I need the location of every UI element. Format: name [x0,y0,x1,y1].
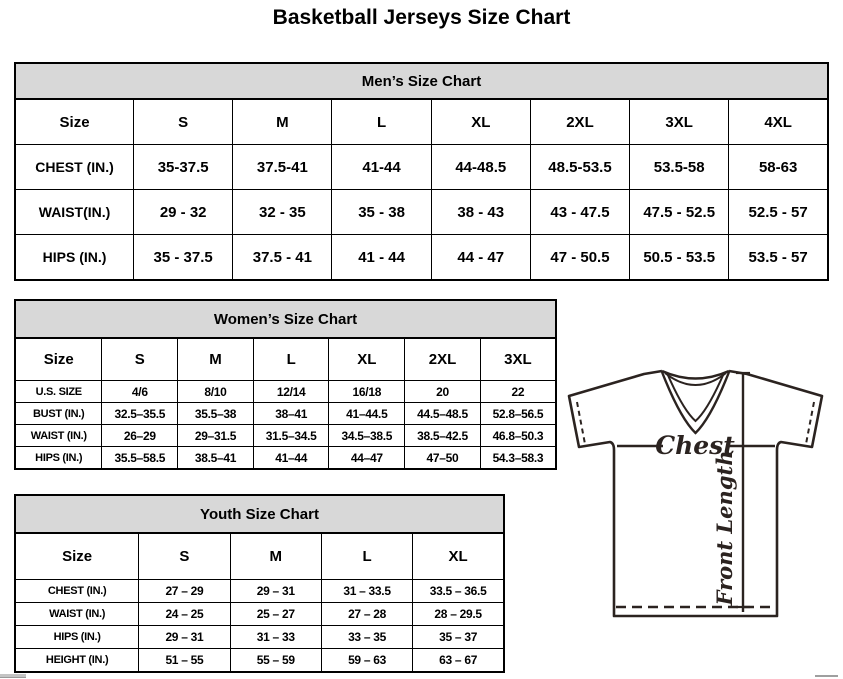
front-length-label: Front Length [712,450,737,606]
womens-table [14,337,557,470]
womens-value-cell: 54.3–58.3 [480,447,556,470]
womens-table-title: Women’s Size Chart [14,299,557,337]
mens-value-cell: 41 - 44 [332,235,431,281]
youth-value-cell: 63 – 67 [413,649,504,673]
womens-value-cell: 12/14 [253,381,329,403]
womens-value-cell: 47–50 [405,447,481,470]
womens-header-cell-2xl: 2XL [405,338,481,381]
womens-header-row [15,338,556,381]
womens-value-cell: 38.5–42.5 [405,425,481,447]
mens-value-cell: 35 - 38 [332,190,431,235]
mens-value-cell: 44-48.5 [431,145,530,190]
mens-measurement-row [15,190,828,235]
womens-row-label: BUST (IN.) [15,403,102,425]
youth-value-cell: 31 – 33.5 [321,580,412,603]
womens-measurement-row [15,447,556,470]
chest-label: Chest [655,431,735,460]
womens-value-cell: 20 [405,381,481,403]
womens-measurement-row [15,403,556,425]
womens-value-cell: 52.8–56.5 [480,403,556,425]
youth-value-cell: 31 – 33 [230,626,321,649]
jersey-outline-drawing [556,360,843,625]
womens-value-cell: 35.5–58.5 [102,447,178,470]
youth-value-cell: 25 – 27 [230,603,321,626]
page-title: Basketball Jerseys Size Chart [272,6,571,29]
mens-value-cell: 50.5 - 53.5 [630,235,729,281]
youth-value-cell: 33 – 35 [321,626,412,649]
horizontal-scrollbar-fragment-right[interactable] [815,675,838,677]
mens-header-cell-xl: XL [431,99,530,145]
youth-value-cell: 59 – 63 [321,649,412,673]
mens-value-cell: 32 - 35 [233,190,332,235]
mens-header-cell-3xl: 3XL [630,99,729,145]
youth-size-chart-table [14,494,505,673]
youth-value-cell: 55 – 59 [230,649,321,673]
mens-size-chart-table [14,62,829,281]
mens-value-cell: 52.5 - 57 [729,190,828,235]
youth-measurement-row [15,626,504,649]
mens-header-cell-s: S [134,99,233,145]
youth-value-cell: 33.5 – 36.5 [413,580,504,603]
womens-header-cell-m: M [178,338,254,381]
womens-value-cell: 44.5–48.5 [405,403,481,425]
womens-value-cell: 26–29 [102,425,178,447]
womens-value-cell: 22 [480,381,556,403]
womens-row-label: HIPS (IN.) [15,447,102,470]
youth-value-cell: 24 – 25 [139,603,230,626]
womens-measurement-row [15,381,556,403]
youth-value-cell: 28 – 29.5 [413,603,504,626]
horizontal-scrollbar-fragment-left[interactable] [0,674,26,678]
mens-header-cell-l: L [332,99,431,145]
womens-value-cell: 35.5–38 [178,403,254,425]
youth-measurement-row [15,603,504,626]
womens-row-label: U.S. SIZE [15,381,102,403]
womens-header-cell-s: S [102,338,178,381]
mens-value-cell: 35 - 37.5 [134,235,233,281]
youth-row-label: HIPS (IN.) [15,626,139,649]
womens-value-cell: 16/18 [329,381,405,403]
youth-table [14,532,505,673]
womens-value-cell: 41–44.5 [329,403,405,425]
womens-value-cell: 38.5–41 [178,447,254,470]
mens-value-cell: 37.5 - 41 [233,235,332,281]
mens-value-cell: 37.5-41 [233,145,332,190]
youth-table-title: Youth Size Chart [14,494,505,532]
mens-table-title: Men’s Size Chart [14,62,829,98]
collar-v-outer [662,372,729,433]
womens-value-cell: 31.5–34.5 [253,425,329,447]
womens-header-cell-xl: XL [329,338,405,381]
mens-header-cell-4xl: 4XL [729,99,828,145]
womens-size-chart-table [14,299,557,470]
womens-header-cell-l: L [253,338,329,381]
mens-value-cell: 35-37.5 [134,145,233,190]
womens-value-cell: 44–47 [329,447,405,470]
womens-header-cell-size: Size [15,338,102,381]
youth-header-row [15,533,504,580]
youth-row-label: WAIST (IN.) [15,603,139,626]
womens-value-cell: 46.8–50.3 [480,425,556,447]
womens-value-cell: 32.5–35.5 [102,403,178,425]
mens-row-label: WAIST(IN.) [15,190,134,235]
womens-value-cell: 38–41 [253,403,329,425]
mens-value-cell: 47.5 - 52.5 [630,190,729,235]
mens-header-cell-m: M [233,99,332,145]
womens-value-cell: 8/10 [178,381,254,403]
youth-header-cell-m: M [230,533,321,580]
youth-value-cell: 27 – 29 [139,580,230,603]
youth-row-label: HEIGHT (IN.) [15,649,139,673]
mens-value-cell: 43 - 47.5 [530,190,629,235]
youth-header-cell-s: S [139,533,230,580]
youth-header-cell-size: Size [15,533,139,580]
mens-header-row [15,99,828,145]
womens-row-label: WAIST (IN.) [15,425,102,447]
mens-value-cell: 29 - 32 [134,190,233,235]
womens-measurement-row [15,425,556,447]
youth-header-cell-xl: XL [413,533,504,580]
youth-row-label: CHEST (IN.) [15,580,139,603]
mens-value-cell: 44 - 47 [431,235,530,281]
womens-value-cell: 34.5–38.5 [329,425,405,447]
jersey-body-outline [569,371,822,616]
mens-value-cell: 41-44 [332,145,431,190]
mens-table [14,98,829,281]
youth-value-cell: 29 – 31 [139,626,230,649]
mens-measurement-row [15,145,828,190]
womens-value-cell: 41–44 [253,447,329,470]
mens-value-cell: 58-63 [729,145,828,190]
youth-measurement-row [15,580,504,603]
womens-header-cell-3xl: 3XL [480,338,556,381]
womens-value-cell: 4/6 [102,381,178,403]
womens-value-cell: 29–31.5 [178,425,254,447]
mens-value-cell: 53.5 - 57 [729,235,828,281]
mens-row-label: HIPS (IN.) [15,235,134,281]
mens-row-label: CHEST (IN.) [15,145,134,190]
youth-value-cell: 51 – 55 [139,649,230,673]
youth-value-cell: 29 – 31 [230,580,321,603]
mens-header-cell-size: Size [15,99,134,145]
mens-value-cell: 53.5-58 [630,145,729,190]
youth-value-cell: 27 – 28 [321,603,412,626]
mens-measurement-row [15,235,828,281]
youth-measurement-row [15,649,504,673]
mens-value-cell: 38 - 43 [431,190,530,235]
youth-header-cell-l: L [321,533,412,580]
mens-value-cell: 47 - 50.5 [530,235,629,281]
youth-value-cell: 35 – 37 [413,626,504,649]
jersey-measurement-diagram [556,360,843,625]
mens-value-cell: 48.5-53.5 [530,145,629,190]
mens-header-cell-2xl: 2XL [530,99,629,145]
